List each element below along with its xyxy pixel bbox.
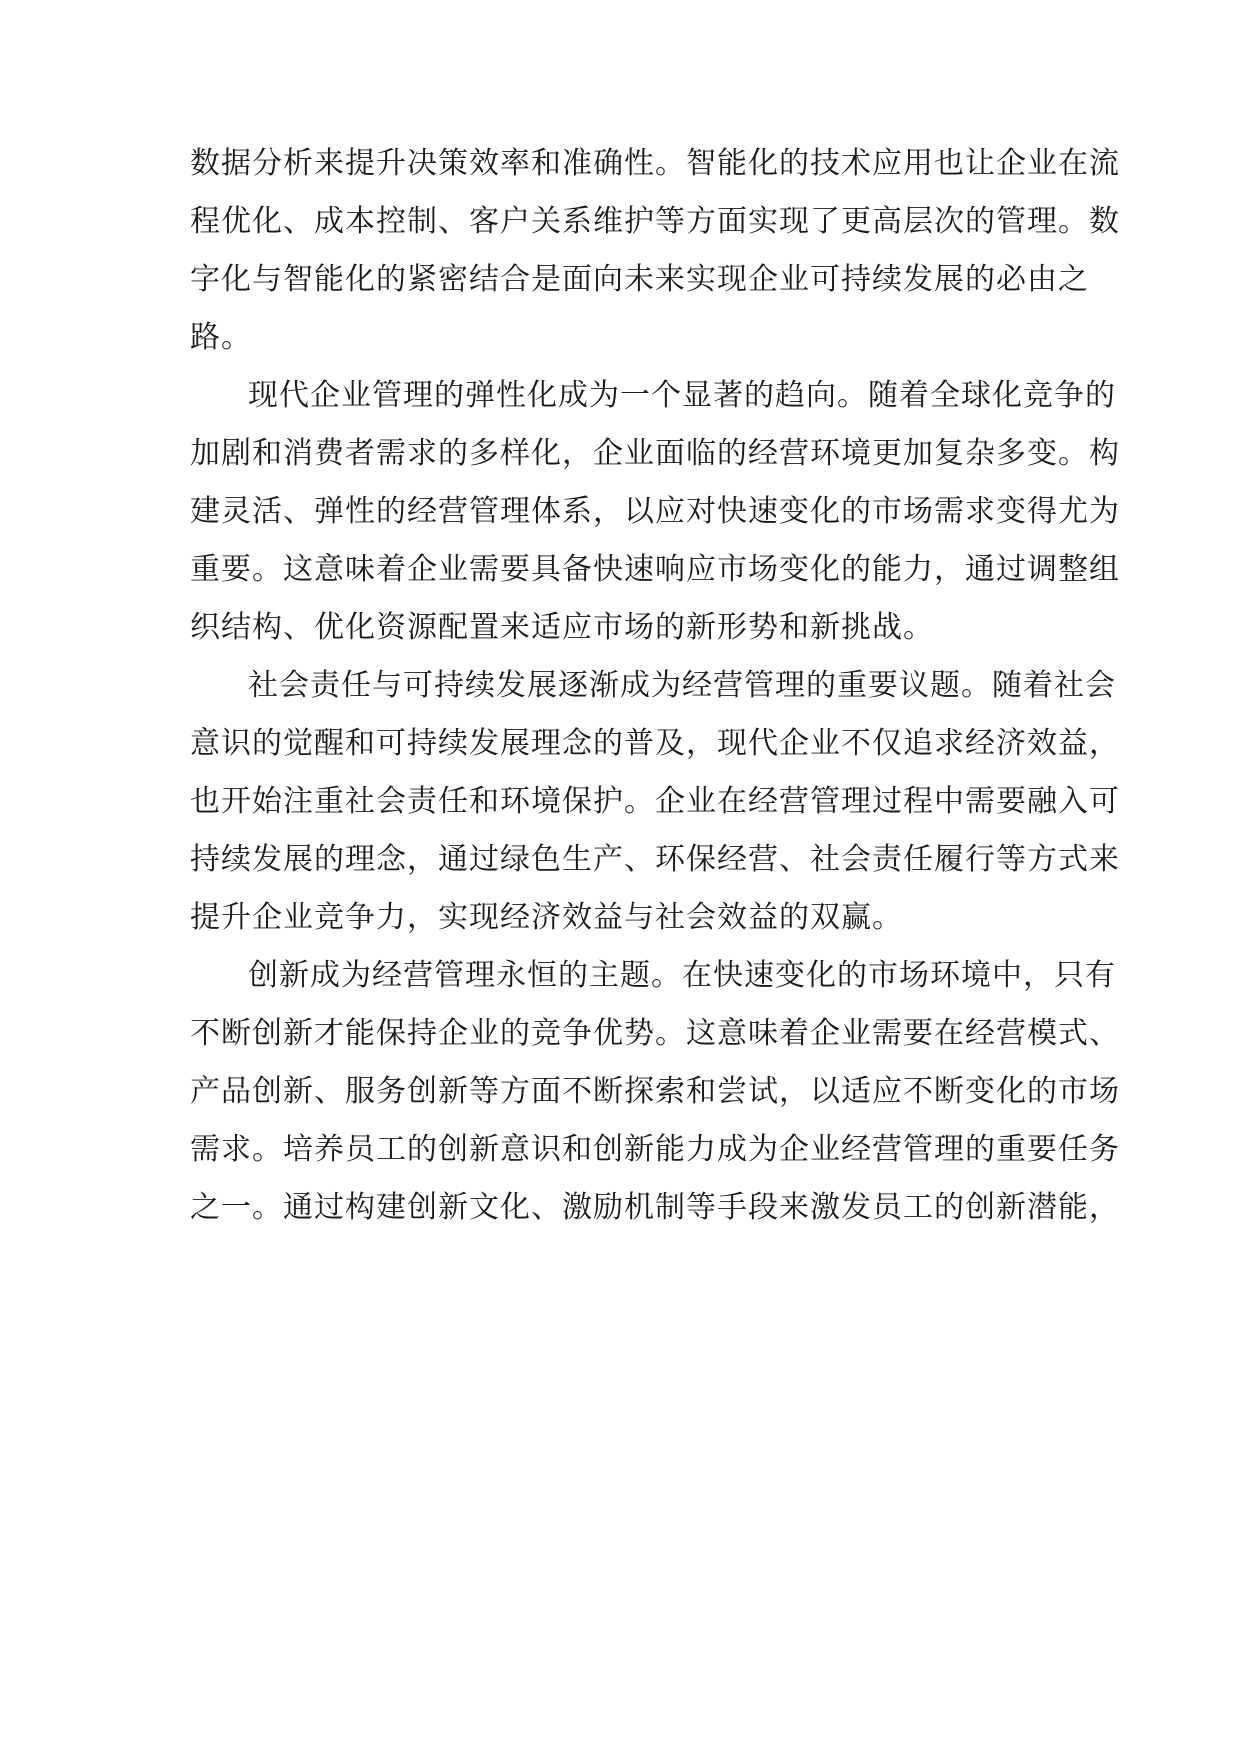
paragraph-4 — [190, 947, 1120, 1237]
text-line: 数据分析来提升决策效率和准确性。智能化的技术应用也让企业在流 — [190, 146, 1120, 181]
text-line: 字化与智能化的紧密结合是面向未来实现企业可持续发展的必由之 — [190, 262, 1089, 297]
text-line: 之一。通过构建创新文化、激励机制等手段来激发员工的创新潜能， — [190, 1190, 1120, 1225]
paragraph-2 — [190, 367, 1120, 657]
text-line: 产品创新、服务创新等方面不断探索和尝试，以适应不断变化的市场 — [190, 1074, 1120, 1109]
text-line: 建灵活、弹性的经营管理体系，以应对快速变化的市场需求变得尤为 — [190, 494, 1120, 529]
text-line: 路。 — [190, 320, 252, 355]
text-line-first: 创新成为经营管理永恒的主题。在快速变化的市场环境中，只有 — [248, 958, 1116, 993]
text-line: 需求。培养员工的创新意识和创新能力成为企业经营管理的重要任务 — [190, 1132, 1120, 1167]
text-line: 不断创新才能保持企业的竞争优势。这意味着企业需要在经营模式、 — [190, 1016, 1120, 1051]
text-line: 也开始注重社会责任和环境保护。企业在经营管理过程中需要融入可 — [190, 784, 1120, 819]
text-line: 意识的觉醒和可持续发展理念的普及，现代企业不仅追求经济效益， — [190, 726, 1120, 761]
text-line-first: 现代企业管理的弹性化成为一个显著的趋向。随着全球化竞争的 — [248, 378, 1116, 413]
text-line-first: 社会责任与可持续发展逐渐成为经营管理的重要议题。随着社会 — [248, 668, 1116, 703]
text-line: 持续发展的理念，通过绿色生产、环保经营、社会责任履行等方式来 — [190, 842, 1120, 877]
paragraph-1 — [190, 135, 1120, 367]
text-line: 提升企业竞争力，实现经济效益与社会效益的双赢。 — [190, 900, 903, 935]
text-line: 加剧和消费者需求的多样化，企业面临的经营环境更加复杂多变。构 — [190, 436, 1120, 471]
paragraph-3 — [190, 657, 1120, 947]
body-text — [190, 135, 1120, 1237]
text-line: 重要。这意味着企业需要具备快速响应市场变化的能力，通过调整组 — [190, 552, 1120, 587]
text-line: 织结构、优化资源配置来适应市场的新形势和新挑战。 — [190, 610, 934, 645]
text-line: 程优化、成本控制、客户关系维护等方面实现了更高层次的管理。数 — [190, 204, 1120, 239]
